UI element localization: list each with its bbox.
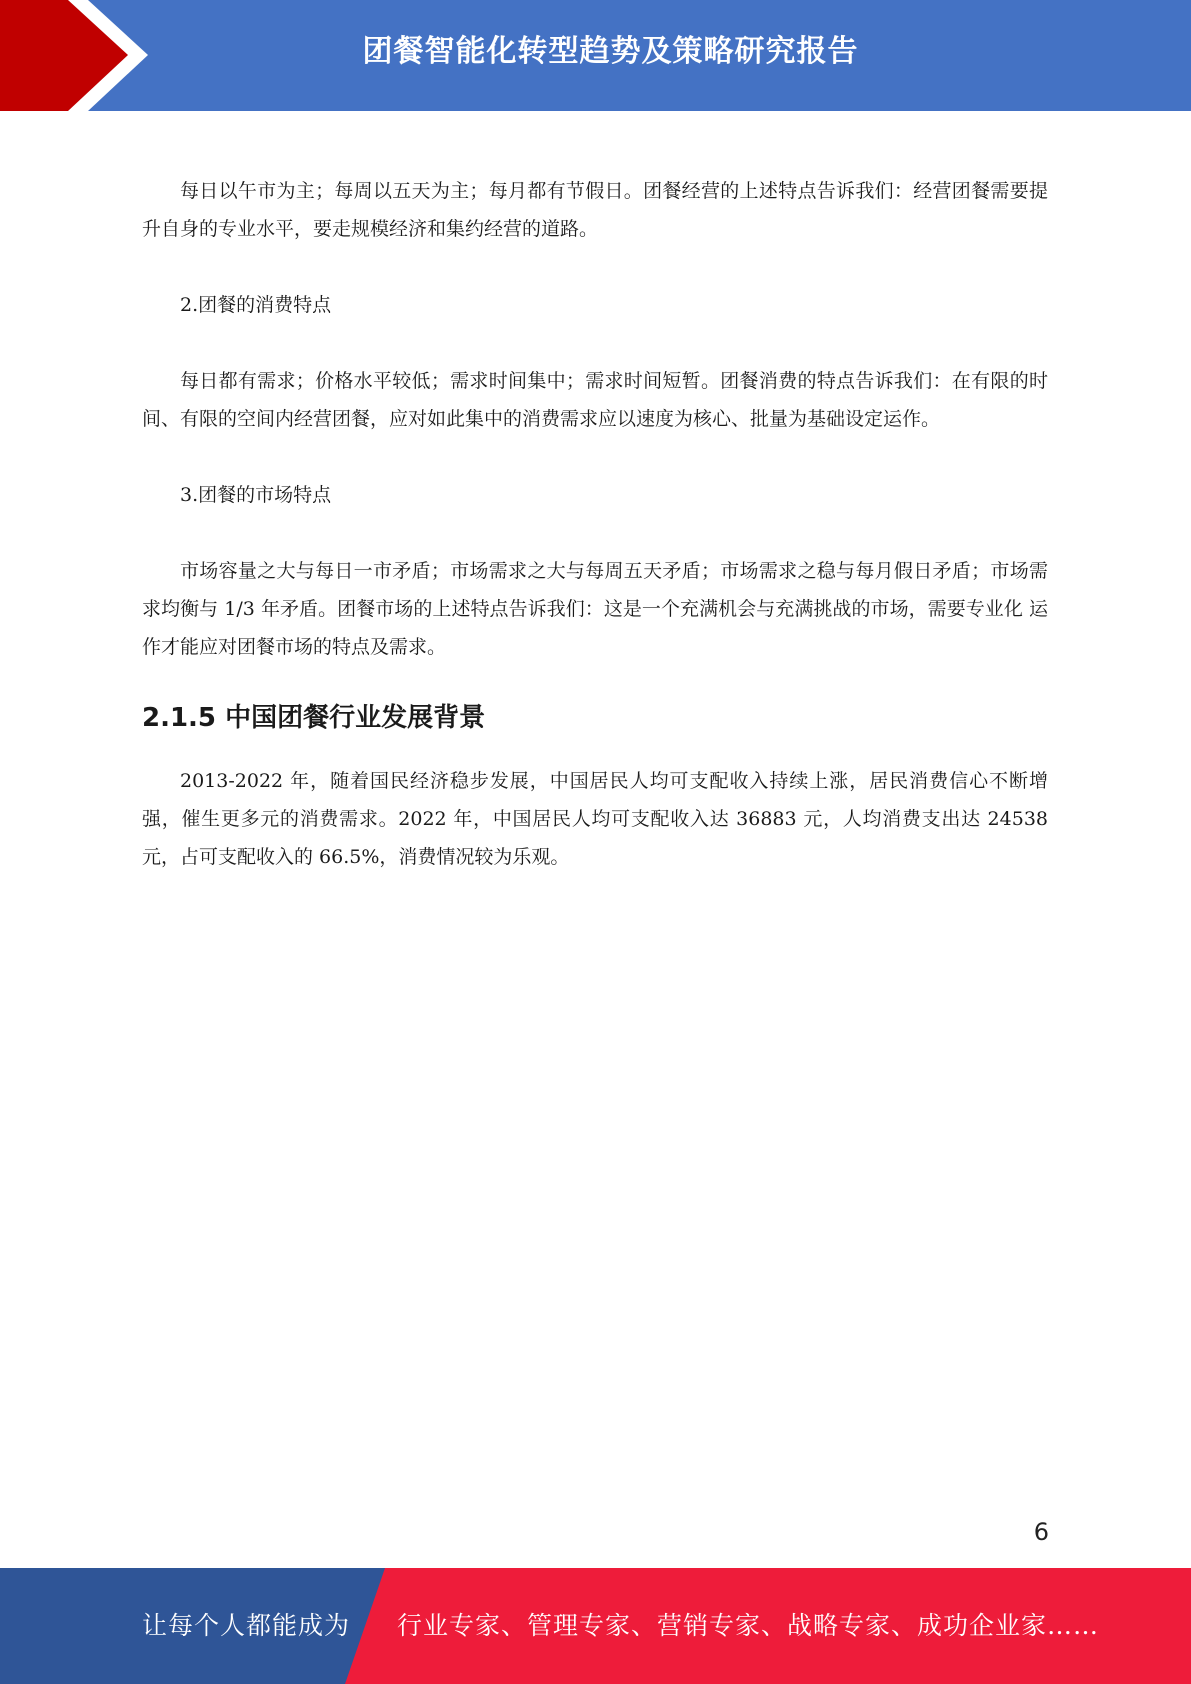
paragraph-4: 2013-2022 年，随着国民经济稳步发展，中国居民人均可支配收入持续上涨，居民消费信心不断增强，催生更多元的消费需求。2022 年，中国居民人均可支配收入达 36883 元，人均消费支出达 24538 元，占可支配收入的 66.5%，消费情况较为乐观。 [142, 770, 1048, 868]
page-footer [0, 1568, 1191, 1684]
subheading-market-features: 3.团餐的市场特点 [180, 484, 332, 506]
paragraph-2: 每日都有需求；价格水平较低；需求时间集中；需求时间短暂。团餐消费的特点告诉我们：在有限的时间、有限的空间内经营团餐，应对如此集中的消费需求应以速度为核心、批量为基础设定运作。 [142, 370, 1048, 430]
report-title: 团餐智能化转型趋势及策略研究报告 [362, 34, 859, 69]
page-content [142, 172, 1048, 914]
subheading-consumption-features: 2.团餐的消费特点 [180, 294, 332, 316]
footer-slogan-right: 行业专家、管理专家、营销专家、战略专家、成功企业家…… [397, 1611, 1100, 1640]
footer-slogan-left: 让每个人都能成为 [142, 1611, 351, 1640]
section-heading: 2.1.5 中国团餐行业发展背景 [142, 703, 486, 733]
page-number: 6 [1033, 1518, 1049, 1546]
paragraph-1: 每日以午市为主；每周以五天为主；每月都有节假日。团餐经营的上述特点告诉我们：经营团餐需要提升自身的专业水平，要走规模经济和集约经营的道路。 [142, 180, 1048, 240]
paragraph-3: 市场容量之大与每日一市矛盾；市场需求之大与每周五天矛盾；市场需求之稳与每月假日矛盾；市场需求均衡与 1/3 年矛盾。团餐市场的上述特点告诉我们：这是一个充满机会与充满挑战的市场，需要专业化 运作才能应对团餐市场的特点及需求。 [142, 560, 1048, 658]
page-header [0, 0, 1191, 111]
